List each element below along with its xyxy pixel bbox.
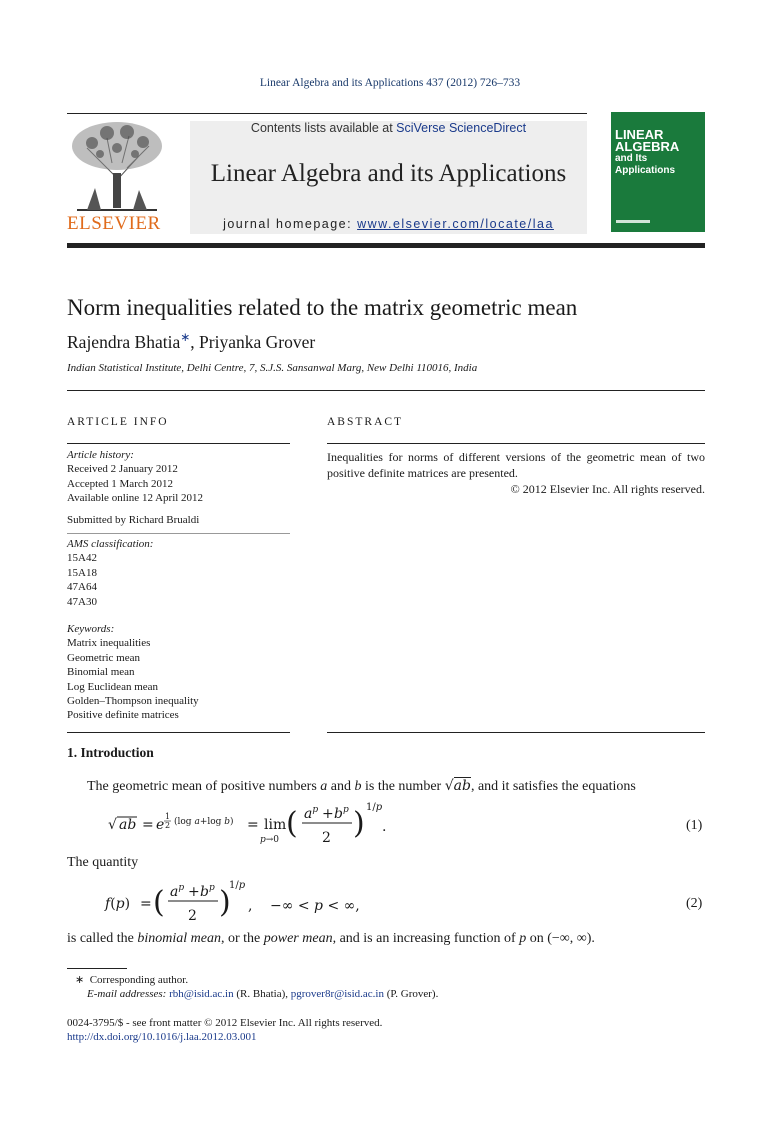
- doi-link[interactable]: http://dx.doi.org/10.1016/j.laa.2012.03.001: [67, 1031, 257, 1043]
- accepted-date: Accepted 1 March 2012: [67, 477, 173, 490]
- svg-text:): ): [353, 806, 365, 841]
- abstract-copyright: © 2012 Elsevier Inc. All rights reserved.: [510, 482, 705, 496]
- affiliation-rule: [67, 390, 705, 391]
- article-history: [67, 448, 203, 506]
- svg-text:+: +: [188, 884, 200, 900]
- abstract-text: Inequalities for norms of different versions of the geometric mean of two positive definite matrices are presented.: [327, 450, 705, 480]
- ams-code: 15A18: [67, 566, 97, 579]
- email-link-bhatia[interactable]: rbh@isid.ac.in: [169, 988, 234, 1000]
- svg-text:2: 2: [322, 830, 331, 846]
- term-binomial-mean: binomial mean: [137, 931, 221, 946]
- email-owner: (R. Bhatia),: [233, 988, 291, 1000]
- var-a: a: [320, 779, 328, 794]
- homepage-prefix: journal homepage:: [223, 217, 358, 231]
- svg-text:=: =: [142, 817, 154, 833]
- svg-text:1: 1: [165, 812, 171, 821]
- equation-number-2: (2): [686, 896, 703, 911]
- cover-line-4: Applications: [615, 165, 676, 176]
- svg-text:1/p: 1/p: [366, 802, 383, 813]
- text-run: The geometric mean of positive numbers: [87, 779, 321, 794]
- email-owner: (P. Grover).: [383, 988, 439, 1000]
- abstract-bottom-rule: [327, 732, 705, 733]
- equation-number-1: (1): [686, 818, 703, 833]
- ams-code: 47A30: [67, 595, 97, 608]
- received-date: Received 2 January 2012: [67, 463, 178, 476]
- svg-text:(: (: [286, 806, 298, 841]
- svg-text:.: .: [382, 819, 387, 835]
- term-power-mean: power mean: [263, 931, 333, 946]
- front-matter: 0024-3795/$ - see front matter © 2012 Elsevier Inc. All rights reserved.: [67, 1017, 383, 1029]
- email-label: E-mail addresses:: [87, 988, 170, 1000]
- text-run: , and is an increasing function of: [332, 931, 520, 946]
- ams-classification: [67, 537, 153, 609]
- author-list: [67, 330, 315, 353]
- footnote-mark: ∗: [75, 974, 85, 986]
- svg-text:ab: ab: [119, 817, 137, 833]
- header-thick-rule: [67, 243, 705, 248]
- history-label: Article history:: [67, 449, 134, 461]
- text-run: , or the: [220, 931, 264, 946]
- svg-text:ap: $a^p$: [170, 883, 185, 900]
- keyword[interactable]: Matrix inequalities: [67, 637, 151, 650]
- svg-text:2: 2: [165, 821, 171, 830]
- var-b: b: [354, 779, 362, 794]
- svg-text:√: √: [108, 817, 117, 833]
- footnote-text: Corresponding author.: [89, 974, 189, 986]
- equation-1: [100, 798, 400, 850]
- keywords-label: Keywords:: [67, 623, 115, 635]
- cover-publisher-bar: [616, 220, 650, 223]
- sqrt-ab: √ab: [444, 778, 471, 794]
- article-info-rule: [67, 443, 290, 444]
- quantity-line: The quantity: [67, 855, 139, 870]
- publisher-wordmark: ELSEVIER: [67, 213, 161, 234]
- svg-text:e: e: [156, 817, 165, 833]
- article-info-heading: ARTICLE INFO: [67, 416, 169, 428]
- abstract-body: [327, 449, 705, 497]
- svg-text:p→0: p→0: [260, 835, 280, 845]
- online-date: Available online 12 April 2012: [67, 492, 204, 505]
- svg-text:(: (: [153, 885, 165, 920]
- abstract-heading: ABSTRACT: [327, 416, 404, 428]
- cover-line-2: ALGEBRA: [615, 139, 680, 154]
- keywords: [67, 622, 199, 723]
- journal-citation: Linear Algebra and its Applications 437 (2012) 726–733: [259, 77, 521, 89]
- intro-paragraph-2: [67, 931, 595, 947]
- footnote-emails: [87, 988, 438, 1000]
- svg-text:−∞ < p < ∞,: −∞ < p < ∞,: [270, 898, 360, 914]
- author-2[interactable]: , Priyanka Grover: [190, 331, 316, 352]
- text-run: and: [327, 779, 355, 794]
- svg-text:(log a+log b): (log a+log b): [174, 817, 234, 827]
- footnote-rule: [67, 968, 127, 969]
- keyword[interactable]: Log Euclidean mean: [67, 680, 159, 693]
- keyword[interactable]: Positive definite matrices: [67, 709, 179, 722]
- svg-text:bp: $b^p$: [334, 805, 349, 822]
- svg-text:2: 2: [188, 908, 197, 924]
- text-run: is the number: [361, 779, 445, 794]
- ams-label: AMS classification:: [67, 538, 154, 550]
- journal-title: Linear Algebra and its Applications: [210, 160, 567, 187]
- doi-line: [67, 1031, 257, 1043]
- corresponding-mark[interactable]: ∗: [180, 330, 191, 344]
- svg-text:bp: $b^p$: [200, 883, 215, 900]
- cover-text: [615, 129, 679, 177]
- author-1[interactable]: Rajendra Bhatia: [67, 331, 181, 352]
- submitted-by: Submitted by Richard Brualdi: [67, 514, 200, 526]
- email-link-grover[interactable]: pgrover8r@isid.ac.in: [290, 988, 384, 1000]
- svg-text:lim: lim: [264, 817, 287, 833]
- svg-text:1/p: 1/p: [229, 880, 246, 891]
- homepage-line: [190, 217, 587, 231]
- paper-title: Norm inequalities related to the matrix geometric mean: [67, 295, 578, 320]
- svg-text:=: =: [247, 817, 259, 833]
- svg-text:ap: $a^p$: [304, 805, 319, 822]
- affiliation: Indian Statistical Institute, Delhi Centre, 7, S.J.S. Sansanwal Marg, New Delhi 110016, India: [67, 362, 478, 374]
- text-run: on (−∞, ∞).: [526, 931, 595, 946]
- elsevier-tree-logo: [67, 118, 167, 213]
- ams-code: 15A42: [67, 552, 97, 565]
- svg-text:+: +: [322, 806, 334, 822]
- history-rule: [67, 533, 290, 534]
- article-info-bottom-rule: [67, 732, 290, 733]
- ams-code: 47A64: [67, 581, 97, 594]
- footnote-corresponding: [75, 973, 188, 986]
- intro-paragraph-1: [87, 778, 636, 795]
- svg-text:=: =: [140, 896, 152, 912]
- text-run: is called the: [67, 931, 138, 946]
- contents-prefix: Contents lists available at: [250, 121, 397, 135]
- cover-line-3: and Its: [615, 153, 648, 164]
- keyword[interactable]: Binomial mean: [67, 666, 135, 679]
- svg-text:f(p): f(p): [105, 896, 131, 912]
- abstract-rule: [327, 443, 705, 444]
- text-run: , and it satisfies the equations: [470, 779, 636, 794]
- sciencedirect-link[interactable]: SciVerse ScienceDirect: [396, 121, 527, 135]
- equation-2: [100, 874, 400, 928]
- top-rule: [67, 113, 587, 114]
- homepage-link[interactable]: www.elsevier.com/locate/laa: [357, 217, 554, 231]
- cover-line-1: LINEAR: [615, 127, 664, 142]
- svg-text:): ): [219, 885, 231, 920]
- keyword[interactable]: Geometric mean: [67, 651, 140, 664]
- svg-text:,: ,: [248, 898, 253, 914]
- keyword[interactable]: Golden–Thompson inequality: [67, 695, 199, 708]
- contents-line: [190, 121, 587, 135]
- section-heading: 1. Introduction: [67, 745, 154, 760]
- var-p: p: [519, 931, 527, 946]
